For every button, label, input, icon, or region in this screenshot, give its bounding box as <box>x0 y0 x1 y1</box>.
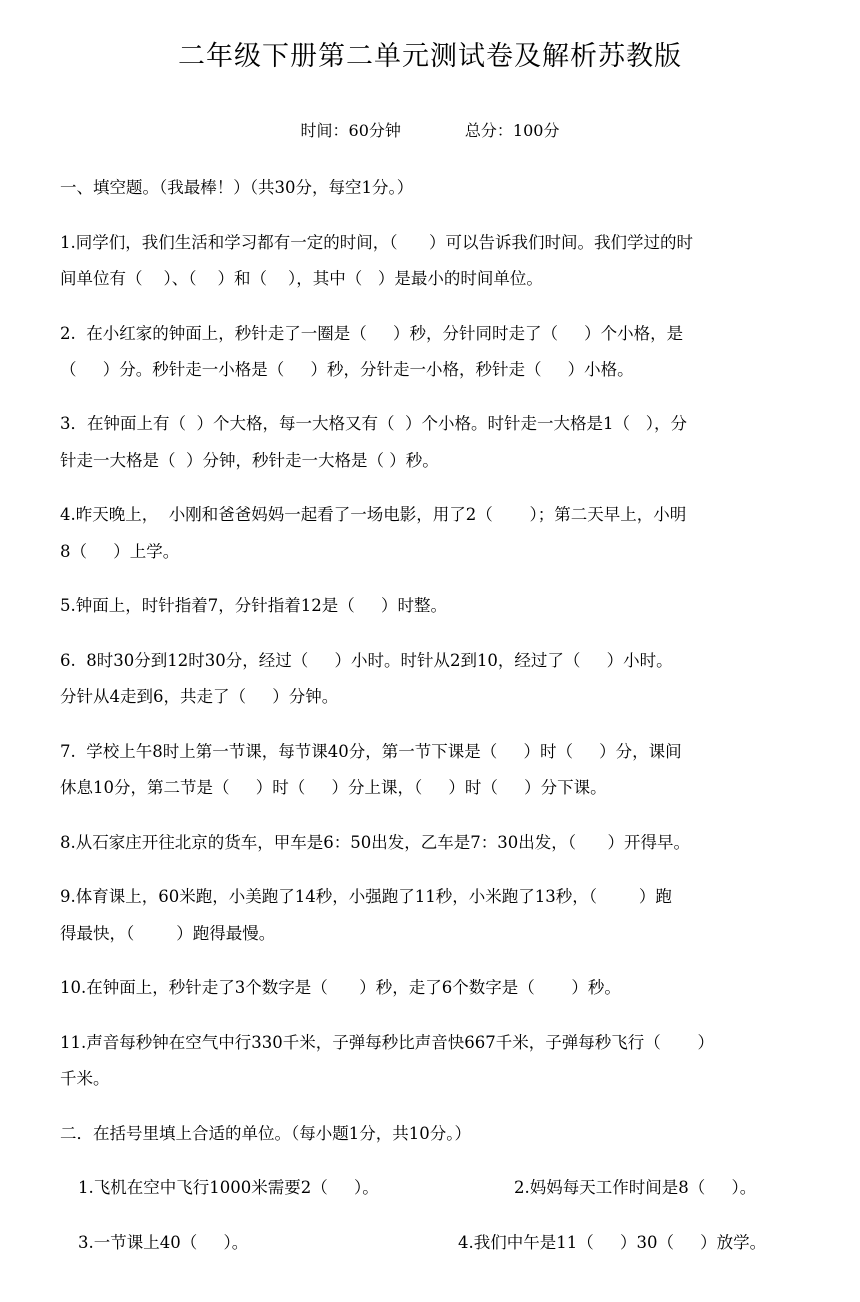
question-line: 10.在钟面上，秒针走了3个数字是（ ）秒，走了6个数字是（ ）秒。 <box>60 978 621 997</box>
question-line: 千米。 <box>60 1069 110 1088</box>
question-line: （ ）分。秒针走一小格是（ ）秒，分针走一小格，秒针走（ ）小格。 <box>60 360 634 379</box>
question-line: 7. 学校上午8时上第一节课，每节课40分，第一节下课是（ ）时（ ）分，课间 <box>60 742 682 761</box>
question-line: 2. 在小红家的钟面上，秒针走了一圈是（ ）秒，分针同时走了（ ）个小格，是 <box>60 324 684 343</box>
question-line: 6. 8时30分到12时30分，经过（ ）小时。时针从2到10，经过了（ ）小时。 <box>60 651 673 670</box>
question-line: 8（ ）上学。 <box>60 542 180 561</box>
exam-meta <box>0 118 860 141</box>
unit-question: 1.飞机在空中飞行1000米需要2（ ）。 <box>78 1178 379 1197</box>
question-line: 1.同学们，我们生活和学习都有一定的时间，（ ）可以告诉我们时间。我们学过的时 <box>60 233 693 252</box>
section2-heading: 二．在括号里填上合适的单位。（每小题1分，共10分。） <box>60 1124 471 1143</box>
exam-time: 时间：60分钟 <box>300 121 401 140</box>
question-line: 间单位有（ ）、（ ）和（ ），其中（ ）是最小的时间单位。 <box>60 269 543 288</box>
question-line: 针走一大格是（ ）分钟，秒针走一大格是（ ）秒。 <box>60 451 439 470</box>
question-line: 3．在钟面上有（ ）个大格，每一大格又有（ ）个小格。时针走一大格是1（ ），分 <box>60 414 687 433</box>
question-line: 得最快，（ ）跑得最慢。 <box>60 924 276 943</box>
question-line: 5.钟面上，时针指着7，分针指着12是（ ）时整。 <box>60 596 447 615</box>
section1-heading: 一、填空题。（我最棒！）（共30分，每空1分。） <box>60 178 414 197</box>
question-line: 4.昨天晚上， 小刚和爸爸妈妈一起看了一场电影，用了2（ ）；第二天早上，小明 <box>60 505 687 524</box>
question-line: 8.从石家庄开往北京的货车，甲车是6：50出发，乙车是7：30出发，（ ）开得早。 <box>60 833 690 852</box>
exam-total: 总分：100分 <box>464 121 560 140</box>
question-line: 9.体育课上，60米跑，小美跑了14秒，小强跑了11秒，小米跑了13秒，（ ）跑 <box>60 887 672 906</box>
question-line: 休息10分，第二节是（ ）时（ ）分上课，（ ）时（ ）分下课。 <box>60 778 607 797</box>
unit-question: 2.妈妈每天工作时间是8（ ）。 <box>514 1178 757 1197</box>
question-line: 分针从4走到6，共走了（ ）分钟。 <box>60 687 339 706</box>
unit-question: 4.我们中午是11（ ）30（ ）放学。 <box>458 1233 767 1252</box>
question-line: 11.声音每秒钟在空气中行330千米，子弹每秒比声音快667千米，子弹每秒飞行（ ） <box>60 1033 714 1052</box>
document-title: 二年级下册第二单元测试卷及解析苏教版 <box>178 41 682 72</box>
unit-question: 3.一节课上40（ ）。 <box>78 1233 249 1252</box>
